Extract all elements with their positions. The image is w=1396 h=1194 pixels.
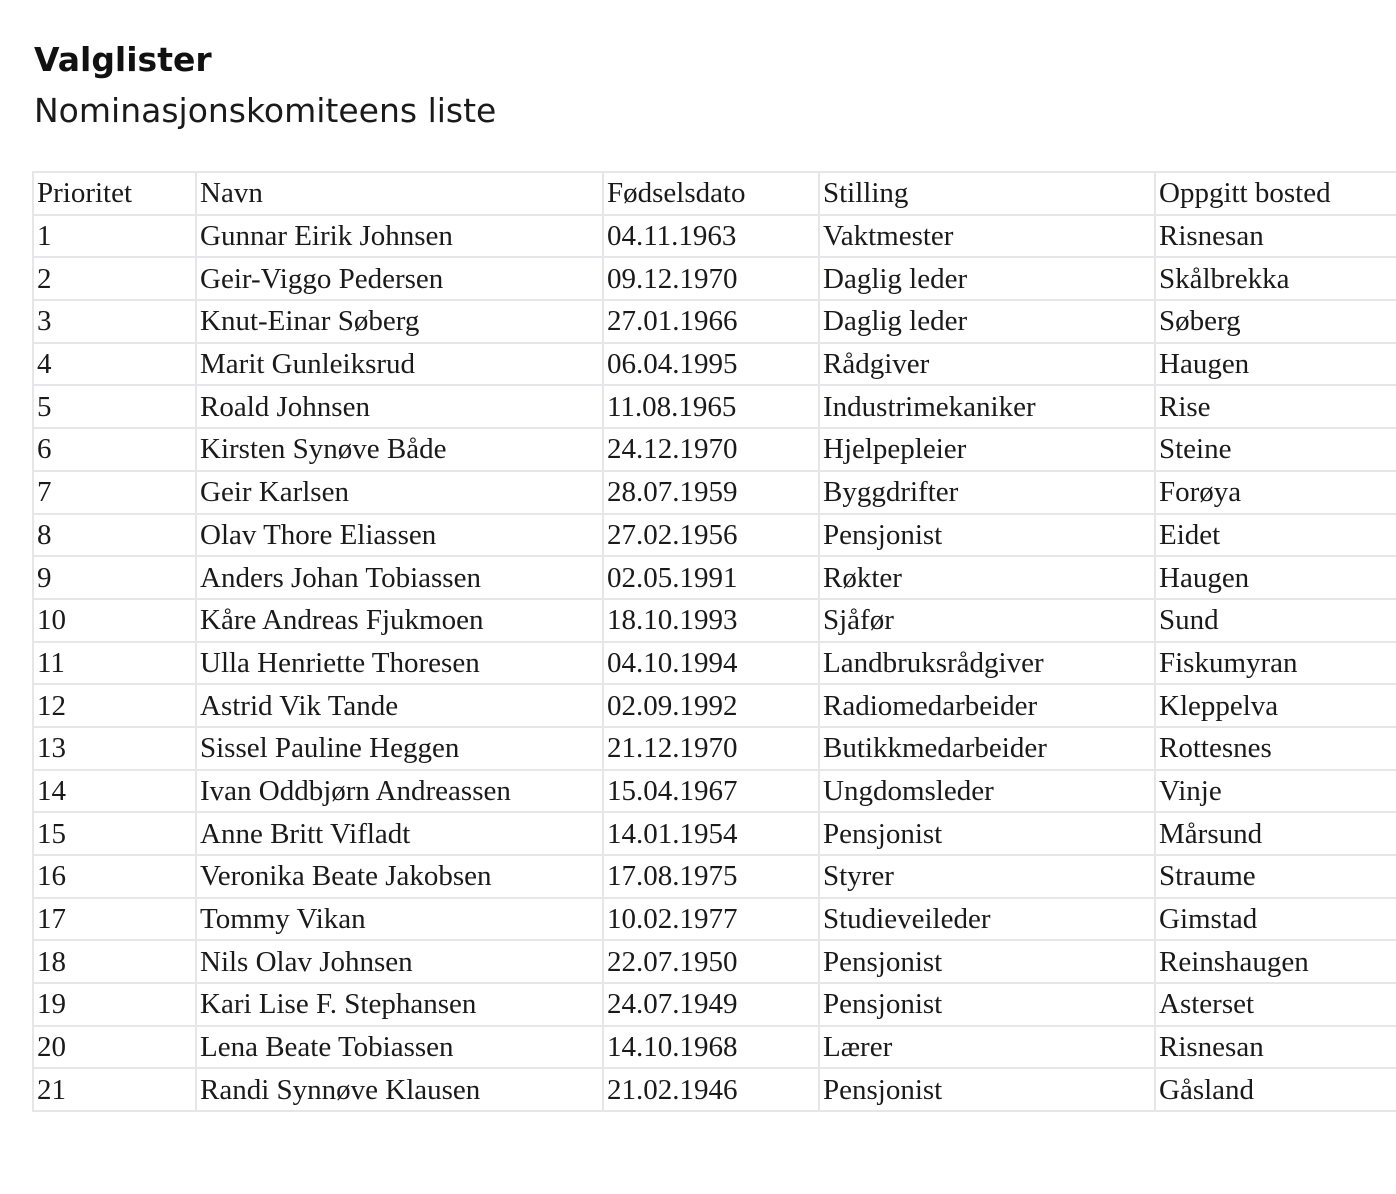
cell-priority: 14: [33, 770, 196, 813]
cell-position: Radiomedarbeider: [819, 684, 1155, 727]
cell-birthdate: 06.04.1995: [603, 343, 819, 386]
cell-residence: Steine: [1155, 428, 1396, 471]
cell-residence: Reinshaugen: [1155, 940, 1396, 983]
cell-residence: Mårsund: [1155, 812, 1396, 855]
table-row: [33, 727, 1396, 770]
cell-birthdate: 02.05.1991: [603, 556, 819, 599]
column-header-priority: Prioritet: [33, 172, 196, 215]
cell-residence: Haugen: [1155, 556, 1396, 599]
table-row: [33, 940, 1396, 983]
cell-priority: 18: [33, 940, 196, 983]
cell-position: Sjåfør: [819, 599, 1155, 642]
page-title: Valglister: [34, 40, 212, 79]
cell-residence: Skålbrekka: [1155, 257, 1396, 300]
cell-residence: Forøya: [1155, 471, 1396, 514]
cell-priority: 3: [33, 300, 196, 343]
cell-position: Pensjonist: [819, 983, 1155, 1026]
cell-birthdate: 11.08.1965: [603, 385, 819, 428]
cell-name: Ulla Henriette Thoresen: [196, 642, 603, 685]
cell-residence: Risnesan: [1155, 215, 1396, 258]
cell-residence: Straume: [1155, 855, 1396, 898]
cell-position: Byggdrifter: [819, 471, 1155, 514]
cell-position: Landbruksrådgiver: [819, 642, 1155, 685]
table-row: [33, 898, 1396, 941]
cell-name: Olav Thore Eliassen: [196, 514, 603, 557]
cell-residence: Eidet: [1155, 514, 1396, 557]
table-header-row: [33, 172, 1396, 215]
table-row: [33, 300, 1396, 343]
cell-residence: Risnesan: [1155, 1026, 1396, 1069]
cell-birthdate: 15.04.1967: [603, 770, 819, 813]
cell-name: Veronika Beate Jakobsen: [196, 855, 603, 898]
table-row: [33, 770, 1396, 813]
table-row: [33, 556, 1396, 599]
cell-position: Hjelpepleier: [819, 428, 1155, 471]
cell-priority: 19: [33, 983, 196, 1026]
cell-priority: 9: [33, 556, 196, 599]
cell-residence: Rise: [1155, 385, 1396, 428]
cell-birthdate: 24.12.1970: [603, 428, 819, 471]
table-row: [33, 1026, 1396, 1069]
cell-name: Kirsten Synøve Både: [196, 428, 603, 471]
cell-residence: Fiskumyran: [1155, 642, 1396, 685]
cell-birthdate: 14.10.1968: [603, 1026, 819, 1069]
cell-birthdate: 27.01.1966: [603, 300, 819, 343]
cell-birthdate: 24.07.1949: [603, 983, 819, 1026]
cell-name: Anders Johan Tobiassen: [196, 556, 603, 599]
cell-birthdate: 22.07.1950: [603, 940, 819, 983]
table-row: [33, 257, 1396, 300]
table-row: [33, 428, 1396, 471]
table-row: [33, 343, 1396, 386]
cell-position: Ungdomsleder: [819, 770, 1155, 813]
cell-name: Anne Britt Vifladt: [196, 812, 603, 855]
cell-birthdate: 02.09.1992: [603, 684, 819, 727]
cell-name: Randi Synnøve Klausen: [196, 1068, 603, 1111]
cell-residence: Sund: [1155, 599, 1396, 642]
cell-name: Knut-Einar Søberg: [196, 300, 603, 343]
cell-priority: 6: [33, 428, 196, 471]
cell-position: Pensjonist: [819, 514, 1155, 557]
cell-residence: Rottesnes: [1155, 727, 1396, 770]
column-header-birthdate: Fødselsdato: [603, 172, 819, 215]
cell-priority: 21: [33, 1068, 196, 1111]
cell-priority: 8: [33, 514, 196, 557]
cell-position: Pensjonist: [819, 1068, 1155, 1111]
cell-position: Rådgiver: [819, 343, 1155, 386]
cell-priority: 5: [33, 385, 196, 428]
cell-position: Røkter: [819, 556, 1155, 599]
cell-name: Lena Beate Tobiassen: [196, 1026, 603, 1069]
cell-name: Marit Gunleiksrud: [196, 343, 603, 386]
page-subtitle: Nominasjonskomiteens liste: [34, 91, 497, 130]
table-row: [33, 812, 1396, 855]
cell-priority: 1: [33, 215, 196, 258]
cell-residence: Gimstad: [1155, 898, 1396, 941]
cell-birthdate: 14.01.1954: [603, 812, 819, 855]
cell-name: Nils Olav Johnsen: [196, 940, 603, 983]
cell-name: Kari Lise F. Stephansen: [196, 983, 603, 1026]
cell-name: Ivan Oddbjørn Andreassen: [196, 770, 603, 813]
cell-position: Vaktmester: [819, 215, 1155, 258]
table-row: [33, 983, 1396, 1026]
cell-residence: Asterset: [1155, 983, 1396, 1026]
cell-priority: 15: [33, 812, 196, 855]
cell-birthdate: 18.10.1993: [603, 599, 819, 642]
cell-birthdate: 27.02.1956: [603, 514, 819, 557]
cell-residence: Vinje: [1155, 770, 1396, 813]
cell-name: Kåre Andreas Fjukmoen: [196, 599, 603, 642]
cell-residence: Haugen: [1155, 343, 1396, 386]
cell-priority: 7: [33, 471, 196, 514]
table-row: [33, 642, 1396, 685]
cell-name: Gunnar Eirik Johnsen: [196, 215, 603, 258]
table-row: [33, 215, 1396, 258]
cell-position: Lærer: [819, 1026, 1155, 1069]
table-row: [33, 684, 1396, 727]
cell-position: Pensjonist: [819, 812, 1155, 855]
cell-position: Daglig leder: [819, 300, 1155, 343]
cell-priority: 10: [33, 599, 196, 642]
cell-priority: 20: [33, 1026, 196, 1069]
cell-name: Tommy Vikan: [196, 898, 603, 941]
column-header-name: Navn: [196, 172, 603, 215]
cell-birthdate: 21.12.1970: [603, 727, 819, 770]
table-row: [33, 514, 1396, 557]
cell-priority: 12: [33, 684, 196, 727]
cell-birthdate: 21.02.1946: [603, 1068, 819, 1111]
cell-priority: 17: [33, 898, 196, 941]
cell-position: Studieveileder: [819, 898, 1155, 941]
cell-position: Pensjonist: [819, 940, 1155, 983]
cell-residence: Kleppelva: [1155, 684, 1396, 727]
cell-birthdate: 17.08.1975: [603, 855, 819, 898]
table-body: [33, 215, 1396, 1111]
cell-priority: 2: [33, 257, 196, 300]
table-row: [33, 1068, 1396, 1111]
cell-priority: 11: [33, 642, 196, 685]
cell-birthdate: 09.12.1970: [603, 257, 819, 300]
table-row: [33, 855, 1396, 898]
cell-birthdate: 10.02.1977: [603, 898, 819, 941]
table-row: [33, 599, 1396, 642]
cell-position: Butikkmedarbeider: [819, 727, 1155, 770]
cell-name: Sissel Pauline Heggen: [196, 727, 603, 770]
table-row: [33, 385, 1396, 428]
cell-position: Industrimekaniker: [819, 385, 1155, 428]
column-header-residence: Oppgitt bosted: [1155, 172, 1396, 215]
cell-position: Styrer: [819, 855, 1155, 898]
table-row: [33, 471, 1396, 514]
candidate-table: [32, 171, 1396, 1112]
cell-birthdate: 28.07.1959: [603, 471, 819, 514]
cell-name: Roald Johnsen: [196, 385, 603, 428]
cell-birthdate: 04.11.1963: [603, 215, 819, 258]
cell-priority: 13: [33, 727, 196, 770]
cell-residence: Søberg: [1155, 300, 1396, 343]
cell-priority: 4: [33, 343, 196, 386]
cell-name: Geir-Viggo Pedersen: [196, 257, 603, 300]
cell-priority: 16: [33, 855, 196, 898]
cell-position: Daglig leder: [819, 257, 1155, 300]
cell-birthdate: 04.10.1994: [603, 642, 819, 685]
cell-name: Astrid Vik Tande: [196, 684, 603, 727]
cell-name: Geir Karlsen: [196, 471, 603, 514]
column-header-position: Stilling: [819, 172, 1155, 215]
cell-residence: Gåsland: [1155, 1068, 1396, 1111]
